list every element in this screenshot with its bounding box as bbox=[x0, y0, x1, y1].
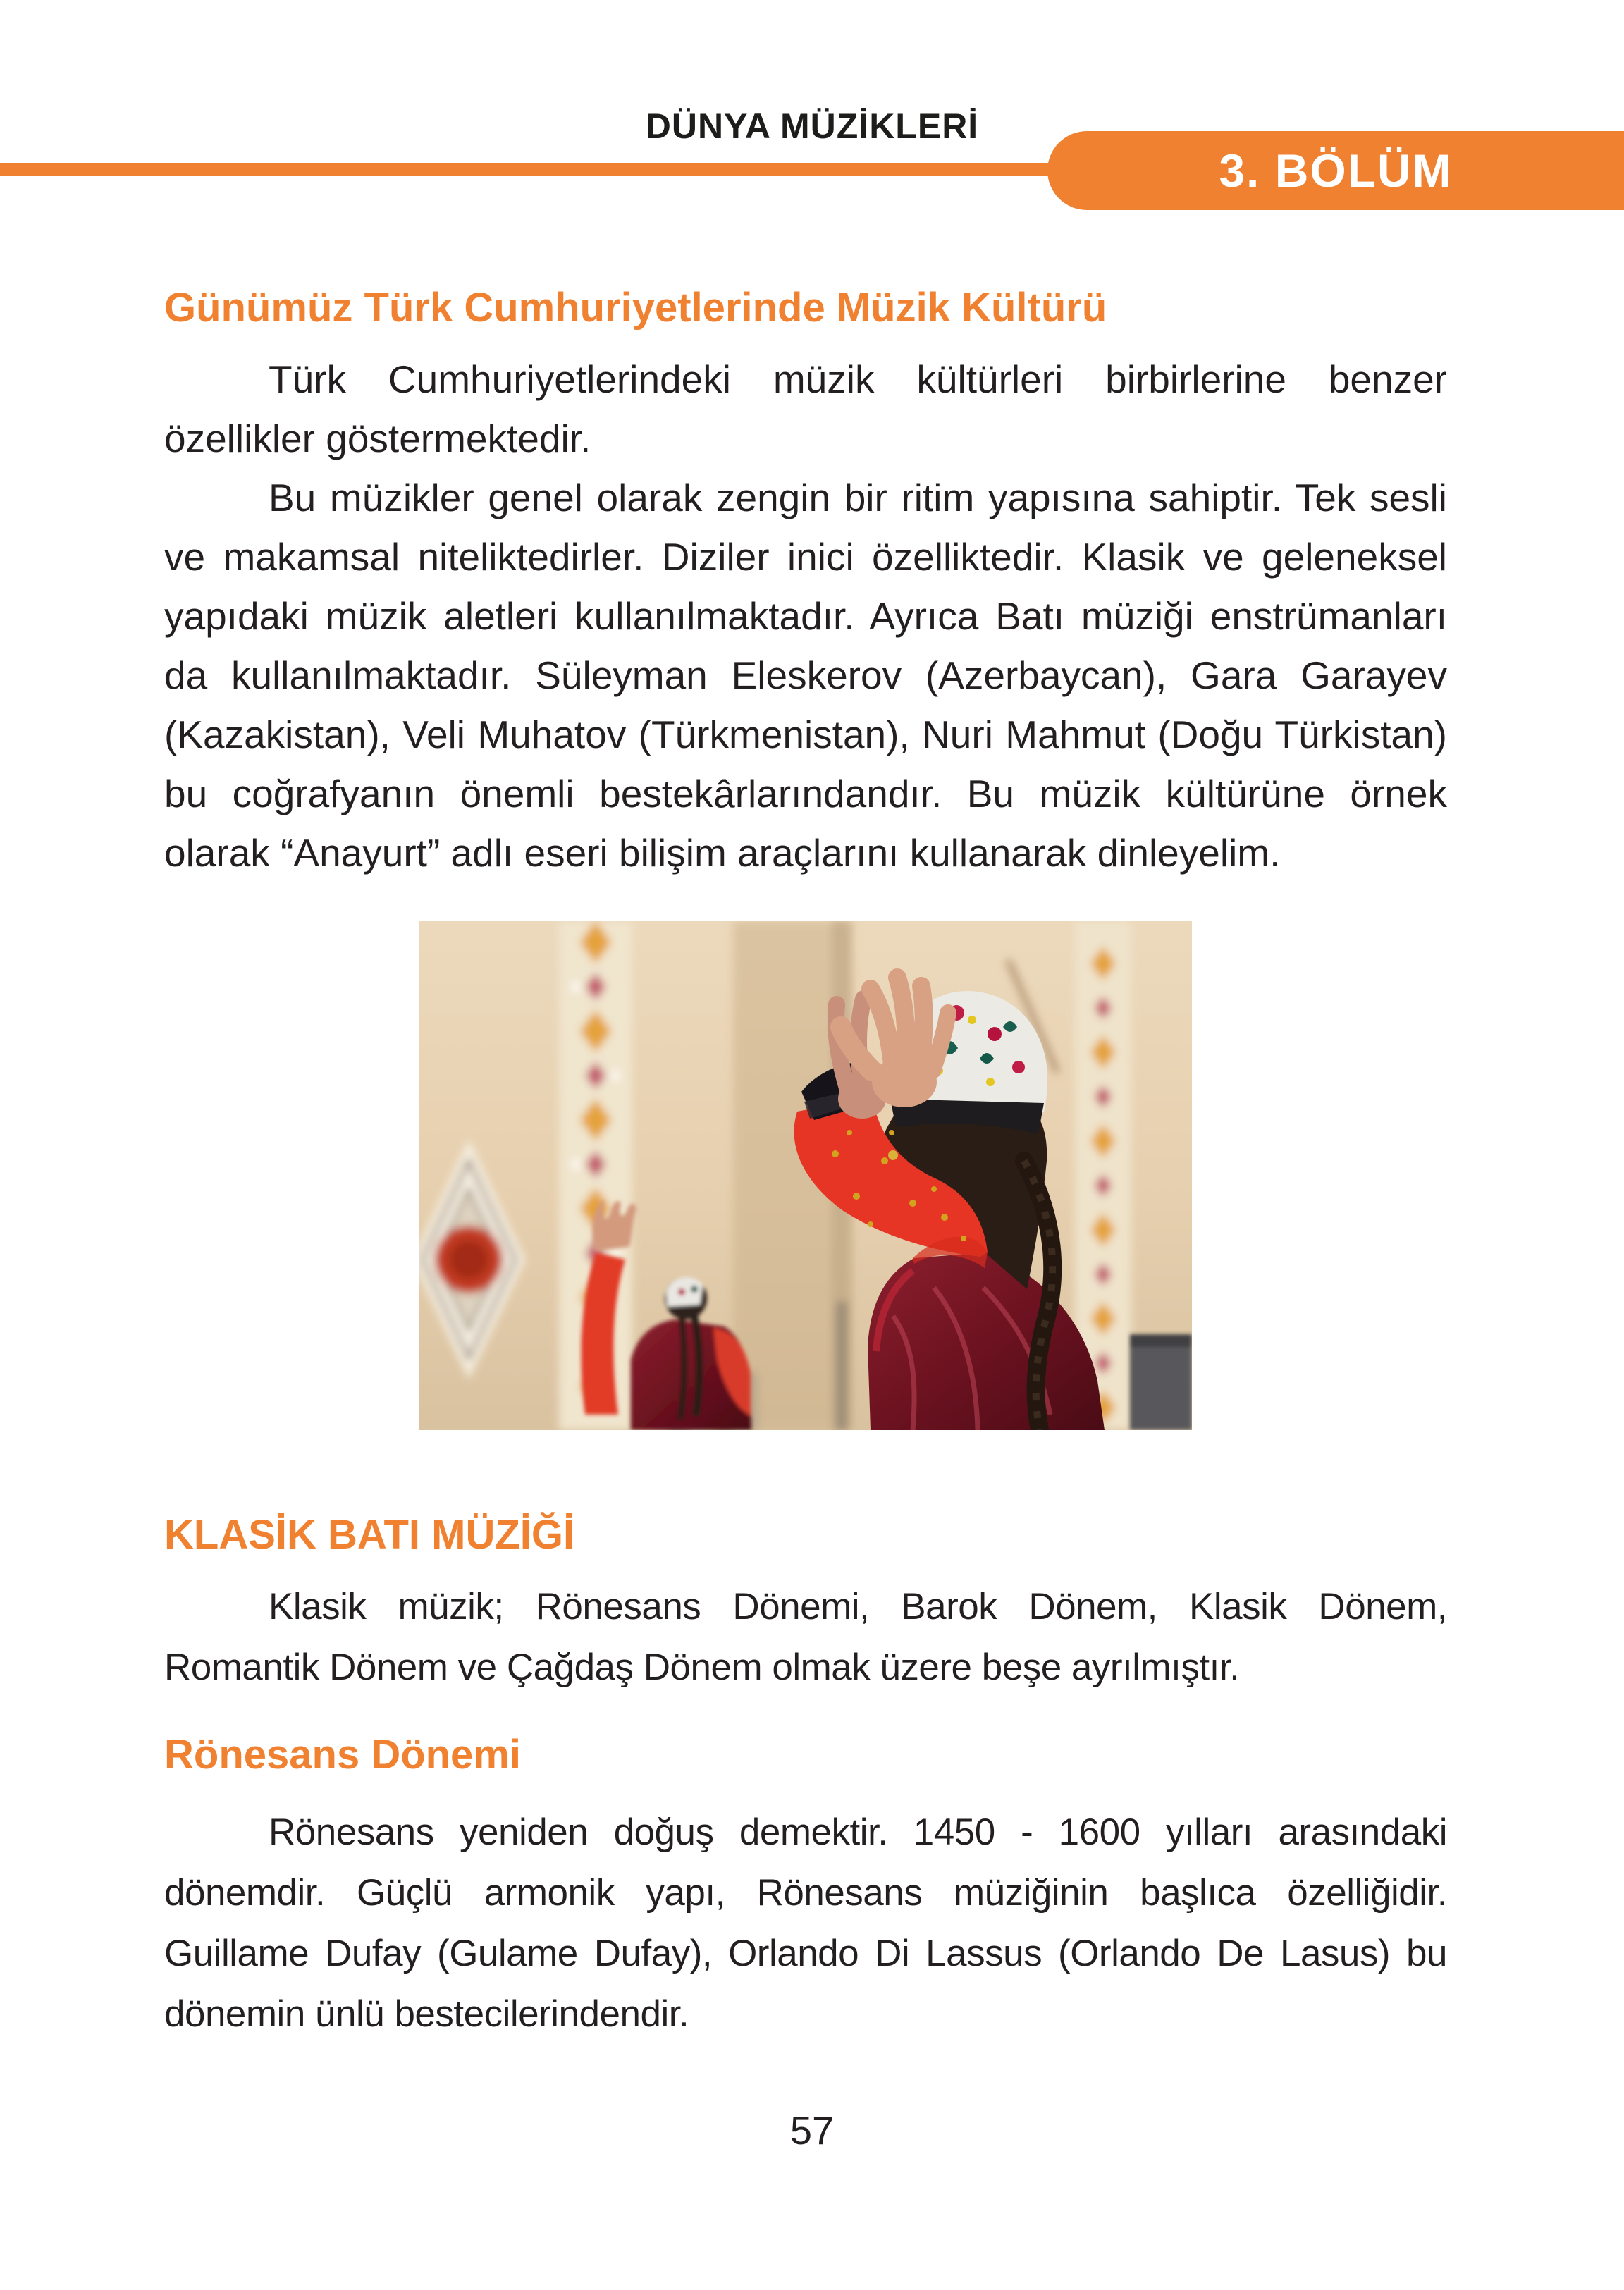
paragraph-ronesans: Rönesans yeniden doğuş demektir. 1450 - 1600 yılları arasındaki dönemdir. Güçlü armonik yapı, Rönesans müziğinin başlıca özelliğidir. Guillame Dufay (Gulame Dufay), Orlando Di Lassus (Orlando De Lasus) bu dönemin ünlü bestecilerindendir. bbox=[164, 1811, 1447, 2035]
chapter-tab bbox=[1047, 131, 1624, 210]
dancers-photo-illustration bbox=[419, 921, 1192, 1430]
section-heading-klasik-bati: KLASİK BATI MÜZİĞİ bbox=[164, 1512, 575, 1558]
dancers-photo bbox=[419, 921, 1192, 1430]
speaker-blur bbox=[1130, 1334, 1192, 1430]
page-content bbox=[164, 285, 1447, 2045]
paragraph-turk-cumhuriyetleri-2: Bu müzikler genel olarak zengin bir ritim yapısına sahiptir. Tek sesli ve makamsal niteliktedirler. Diziler inici özelliktedir. Klasik ve geleneksel yapıdaki müzik aletleri kullanılmaktadır. Ayrıca Batı müziği enstrümanları da kullanılmaktadır. Süleyman Eleskerov (Azerbaycan), Gara Garayev (Kazakistan), Veli Muhatov (Türkmenistan), Nuri Mahmut (Doğu Türkistan) bu coğrafyanın önemli bestekârlarındandır. Bu müzik kültürüne örnek olarak “Anayurt” adlı eseri bilişim araçlarını kullanarak dinleyelim. bbox=[164, 476, 1447, 875]
section-heading-gunumuz-turk: Günümüz Türk Cumhuriyetlerinde Müzik Kültürü bbox=[164, 285, 1107, 331]
page-number: 57 bbox=[789, 2108, 835, 2153]
page-header-title: DÜNYA MÜZİKLERİ bbox=[645, 106, 979, 146]
paragraph-klasik-bati: Klasik müzik; Rönesans Dönemi, Barok Dönem, Klasik Dönem, Romantik Dönem ve Çağdaş Dönem olmak üzere beşe ayrılmıştır. bbox=[164, 1586, 1447, 1688]
paragraph-turk-cumhuriyetleri-1: Türk Cumhuriyetlerindeki müzik kültürleri birbirlerine benzer özellikler göstermektedir. bbox=[164, 357, 1447, 460]
chapter-tab-label: 3. BÖLÜM bbox=[1219, 144, 1453, 197]
section-heading-ronesans: Rönesans Dönemi bbox=[164, 1732, 521, 1778]
